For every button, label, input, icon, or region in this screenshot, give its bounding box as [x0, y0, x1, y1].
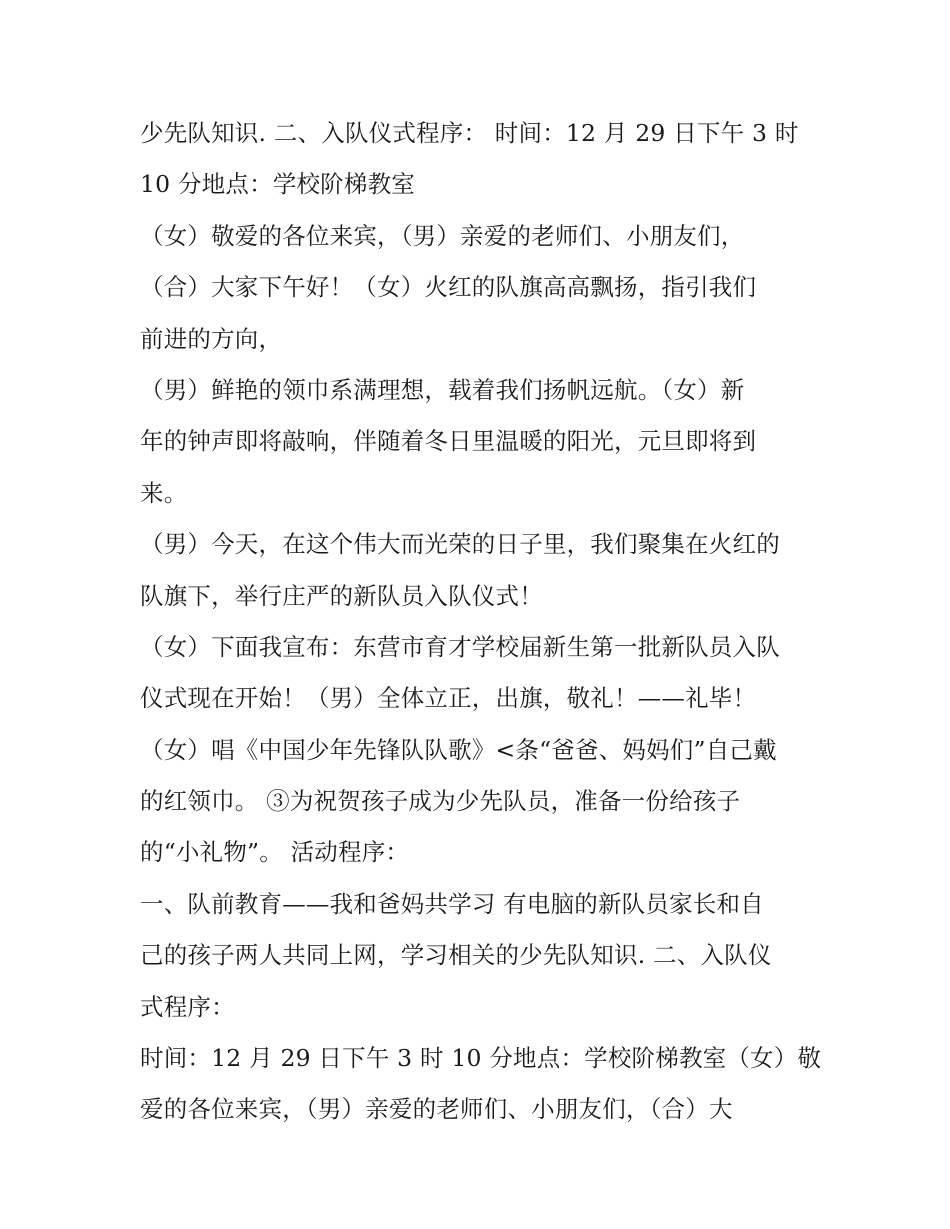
- text-line: （男）鲜艳的领巾系满理想，载着我们扬帆远航。（女）新: [140, 375, 745, 404]
- text-line: 的“小礼物”。 活动程序：: [140, 838, 410, 867]
- text-line: （女）唱《中国少年先锋队队歌》<条“爸爸、妈妈们”自己戴: [140, 735, 777, 764]
- text-line: 队旗下，举行庄严的新队员入队仪式！: [140, 581, 543, 610]
- text-line: 来。: [140, 478, 188, 507]
- text-line: （女）敬爱的各位来宾，（男）亲爱的老师们、小朋友们，: [140, 221, 745, 250]
- text-line: （合）大家下午好！（女）火红的队旗高高飘扬，指引我们: [140, 273, 757, 302]
- text-line: 式程序：: [140, 992, 235, 1021]
- text-line: （男）今天，在这个伟大而光荣的日子里，我们聚集在火红的: [140, 530, 780, 559]
- document-body: [140, 108, 830, 1136]
- text-line: 一、队前教育——我和爸妈共学习 有电脑的新队员家长和自: [140, 889, 764, 918]
- text-line: 仪式现在开始！（男）全体立正，出旗，敬礼！——礼毕！: [140, 684, 757, 713]
- text-line: 10 分地点：学校阶梯教室: [140, 170, 415, 199]
- text-line: 前进的方向，: [140, 324, 283, 353]
- text-line: 己的孩子两人共同上网，学习相关的少先队知识. 二、入队仪: [140, 941, 772, 970]
- text-line: （女）下面我宣布：东营市育才学校届新生第一批新队员入队: [140, 632, 780, 661]
- text-line: 年的钟声即将敲响，伴随着冬日里温暖的阳光，元旦即将到: [140, 427, 757, 456]
- text-line: 少先队知识. 二、入队仪式程序： 时间：12 月 29 日下午 3 时: [140, 119, 799, 147]
- text-line: 爱的各位来宾，（男）亲爱的老师们、小朋友们，（合）大: [140, 1095, 733, 1124]
- text-line: 时间：12 月 29 日下午 3 时 10 分地点：学校阶梯教室（女）敬: [140, 1044, 822, 1073]
- text-line: 的红领巾。 ③为祝贺孩子成为少先队员，准备一份给孩子: [140, 787, 741, 816]
